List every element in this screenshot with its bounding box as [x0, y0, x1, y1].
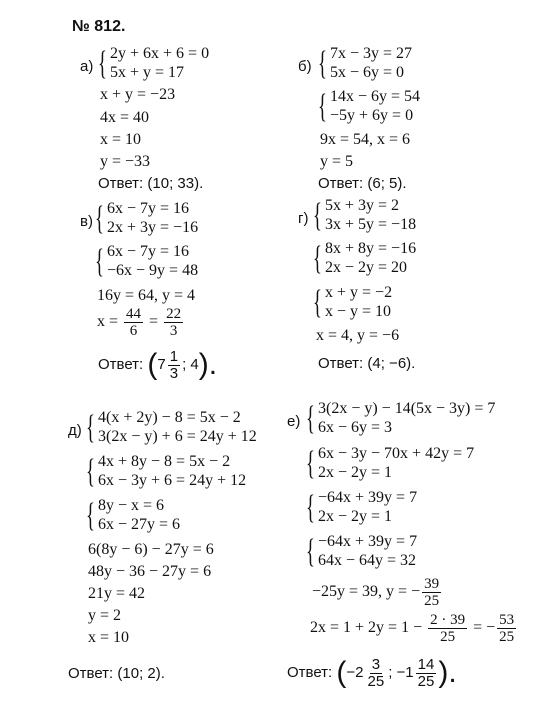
part-a-answer: Ответ: (10; 33). — [98, 175, 204, 192]
part-b-answer: Ответ: (6; 5). — [318, 175, 407, 192]
equation: 2x − 2y = 1 — [318, 464, 393, 481]
equation: −6x − 9y = 48 — [107, 262, 199, 279]
part-v-answer — [98, 348, 217, 382]
text: −25y = 39, y = − — [312, 583, 421, 601]
part-v-step: 16y = 64, y = 4 — [97, 287, 196, 304]
brace-icon: { — [318, 45, 327, 82]
part-d-step: y = 2 — [88, 607, 122, 624]
part-b-step: y = 5 — [320, 153, 354, 170]
part-e-answer — [287, 656, 457, 690]
part-d-step: 48y − 36 − 27y = 6 — [88, 563, 212, 580]
part-a-label: а) — [80, 58, 94, 75]
part-v-system-1 — [95, 199, 198, 239]
equation: 2x − 2y = 1 — [318, 508, 393, 525]
part-e-system-4 — [306, 532, 417, 572]
brace-icon: { — [306, 400, 315, 437]
part-d-system-1 — [86, 408, 257, 448]
brace-icon: { — [95, 243, 104, 280]
part-d-step: 6(8y − 6) − 27y = 6 — [88, 541, 214, 558]
paren: ). — [438, 656, 457, 689]
part-e-system-3 — [306, 488, 417, 528]
brace-icon: { — [86, 409, 95, 446]
brace-icon: { — [86, 453, 95, 490]
equation: 6x − 3y − 70x + 42y = 7 — [318, 445, 475, 462]
equation: 6x − 27y = 6 — [98, 516, 181, 533]
part-g-system-3 — [313, 283, 392, 323]
equation: 5x − 6y = 0 — [330, 64, 405, 81]
part-e-label: е) — [287, 413, 301, 430]
equation: 4(x + 2y) − 8 = 5x − 2 — [98, 409, 241, 426]
part-b-step: 9x = 54, x = 6 — [320, 131, 411, 148]
part-g-step: x = 4, y = −6 — [316, 327, 400, 344]
part-g-system-2 — [313, 239, 416, 279]
fraction: $\frac{53}{25}$ — [499, 612, 515, 645]
equation: −64x + 39y = 7 — [318, 533, 418, 550]
paren: ). — [198, 348, 218, 381]
text: 7 — [157, 355, 166, 373]
part-a-system-1 — [98, 44, 209, 84]
brace-icon: { — [318, 88, 327, 125]
part-a-step: y = −33 — [100, 153, 151, 170]
part-b-system-1 — [318, 44, 412, 84]
equation: 8x + 8y = −16 — [325, 240, 417, 257]
text: 2x = 1 + 2y = 1 − — [310, 619, 423, 637]
text: = — [149, 313, 159, 331]
equation: −64x + 39y = 7 — [318, 489, 418, 506]
brace-icon: { — [313, 240, 322, 277]
part-g-system-1 — [313, 196, 416, 236]
fraction: $\frac{3}{25}$ — [367, 655, 385, 690]
part-v-system-2 — [95, 242, 198, 282]
equation: 7x − 3y = 27 — [330, 45, 413, 62]
part-a-step: x = 10 — [100, 131, 142, 148]
brace-icon: { — [86, 497, 95, 534]
equation: 5x + y = 17 — [110, 64, 185, 81]
problem-number: № 812. — [72, 18, 126, 35]
equation: 14x − 6y = 54 — [330, 88, 421, 105]
part-a-step: x + y = −23 — [100, 86, 176, 103]
equation: −5y + 6y = 0 — [330, 107, 414, 124]
text: −2 — [346, 663, 364, 681]
brace-icon: { — [306, 445, 315, 482]
equation: 4x + 8y − 8 = 5x − 2 — [98, 453, 231, 470]
equation: 6x − 7y = 16 — [107, 200, 190, 217]
brace-icon: { — [98, 45, 107, 82]
equation: 64x − 64y = 32 — [318, 552, 417, 569]
part-e-step-2 — [310, 612, 518, 645]
fraction: $\frac{1}{3}$ — [169, 347, 179, 382]
fraction: $\frac{14}{25}$ — [417, 655, 435, 690]
paren: ( — [147, 348, 158, 381]
part-g-answer: Ответ: (4; −6). — [318, 355, 416, 372]
equation: 6x − 6y = 3 — [318, 419, 393, 436]
part-b-label: б) — [298, 58, 312, 75]
fraction: $\frac{39}{25}$ — [424, 576, 440, 609]
equation: 3x + 5y = −18 — [325, 216, 417, 233]
equation: 8y − x = 6 — [98, 497, 165, 514]
part-e-system-2 — [306, 444, 474, 484]
equation: 6x − 7y = 16 — [107, 243, 190, 260]
equation: 2y + 6x + 6 = 0 — [110, 45, 210, 62]
part-g-label: г) — [298, 210, 309, 227]
equation: 3(2x − y) + 6 = 24y + 12 — [98, 428, 257, 445]
part-b-system-2 — [318, 87, 420, 127]
text: ; −1 — [388, 663, 414, 681]
part-e-step-1 — [312, 576, 443, 609]
brace-icon: { — [306, 533, 315, 570]
part-v-label: в) — [80, 213, 93, 230]
equation: 2x + 3y = −16 — [107, 219, 199, 236]
text: x = — [97, 313, 119, 331]
part-e-system-1 — [306, 399, 495, 439]
equation: 6x − 3y + 6 = 24y + 12 — [98, 472, 247, 489]
fraction: $\frac{2 \cdot 39}{25}$ — [430, 612, 466, 645]
text: ; 4 — [182, 355, 199, 373]
part-d-system-3 — [86, 496, 180, 536]
equation: x − y = 10 — [325, 303, 392, 320]
equation: 5x + 3y = 2 — [325, 197, 400, 214]
equation: x + y = −2 — [325, 284, 393, 301]
part-d-label: д) — [68, 422, 82, 439]
text: = − — [473, 619, 496, 637]
paren: ( — [336, 656, 347, 689]
fraction: $\frac{22}{3}$ — [166, 306, 182, 339]
fraction: $\frac{44}{6}$ — [126, 306, 142, 339]
text: Ответ: — [287, 663, 333, 681]
brace-icon: { — [313, 284, 322, 321]
equation: 2x − 2y = 20 — [325, 259, 408, 276]
part-d-step: x = 10 — [88, 629, 130, 646]
brace-icon: { — [306, 489, 315, 526]
part-d-answer: Ответ: (10; 2). — [68, 665, 165, 682]
equation: 3(2x − y) − 14(5x − 3y) = 7 — [318, 400, 496, 417]
part-d-system-2 — [86, 452, 246, 492]
brace-icon: { — [313, 197, 322, 234]
brace-icon: { — [95, 200, 104, 237]
part-v-x-expression — [97, 306, 185, 339]
text: Ответ: — [98, 355, 144, 373]
part-a-step: 4x = 40 — [100, 109, 150, 126]
part-d-step: 21y = 42 — [88, 585, 146, 602]
